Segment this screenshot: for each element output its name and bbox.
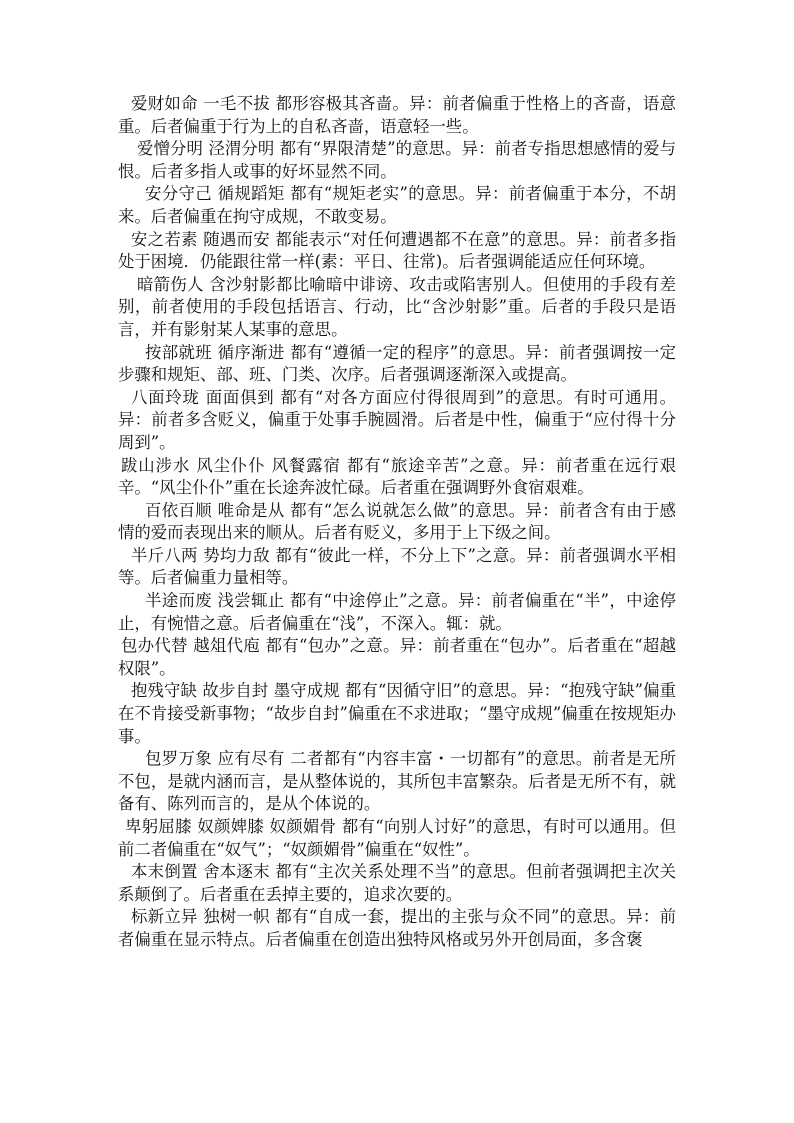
entry-ba-mian-ling-long: 八面玲珑 面面俱到 都有“对各方面应付得很周到”的意思。有时可通用。异：前者多含贬义，偏重于处事手腕圆滑。后者是中性，偏重于“应付得十分周到”。 bbox=[118, 387, 676, 452]
entry-bao-ban-dai-ti: 包办代替 越俎代庖 都有“包办”之意。异：前者重在“包办”。后者重在“超越权限”。 bbox=[118, 636, 676, 678]
entry-bai-yi-bai-shun: 百依百顺 唯命是从 都有“怎么说就怎么做”的意思。异：前者含有由于感情的爱而表现出来的顺从。后者有贬义，多用于上下级之间。 bbox=[118, 500, 676, 543]
entry-bei-gong-qu-xi: 卑躬屈膝 奴颜婢膝 奴颜媚骨 都有“向别人讨好”的意思，有时可以通用。但前二者偏重在“奴气”；“奴颜媚骨”偏重在“奴性”。 bbox=[118, 817, 676, 859]
entry-ai-zeng-fen-ming: 爱憎分明 泾渭分明 都有“界限清楚”的意思。异：前者专指思想感情的爱与恨。后者多指人或事的好坏显然不同。 bbox=[118, 139, 676, 181]
entry-biao-xin-li-yi: 标新立异 独树一帜 都有“自成一套，提出的主张与众不同”的意思。异：前者偏重在显示特点。后者偏重在创造出独特风格或另外开创局面，多含褒 bbox=[118, 907, 676, 949]
entry-ben-mo-dao-zhi: 本末倒置 舍本逐末 都有“主次关系处理不当”的意思。但前者强调把主次关系颠倒了。后者重在丢掉主要的，追求次要的。 bbox=[118, 862, 676, 904]
document-body bbox=[118, 93, 676, 952]
entry-ba-shan-she-shui: 跋山涉水 风尘仆仆 风餐露宿 都有“旅途辛苦”之意。异：前者重在远行艰辛。“风尘仆仆”重在长途奔波忙碌。后者重在强调野外食宿艰难。 bbox=[118, 455, 676, 498]
entry-ban-jin-ba-liang: 半斤八两 势均力敌 都有“彼此一样，不分上下”之意。异：前者强调水平相等。后者偏重力量相等。 bbox=[118, 545, 676, 588]
entry-bao-can-shou-que: 抱残守缺 故步自封 墨守成规 都有“因循守旧”的意思。异：“抱残守缺”偏重在不肯接受新事物；“故步自封”偏重在不求进取；“墨守成规”偏重在按规矩办事。 bbox=[118, 681, 677, 746]
entry-an-jian-shang-ren: 暗箭伤人 含沙射影都比喻暗中诽谤、攻击或陷害别人。但使用的手段有差别，前者使用的手段包括语言、行动，比“含沙射影”重。后者的手段只是语言，并有影射某人某事的意思。 bbox=[118, 274, 676, 339]
entry-bao-luo-wan-xiang: 包罗万象 应有尽有 二者都有“内容丰富・一切都有”的意思。前者是无所不包，是就内涵而言，是从整体说的，其所包丰富繁杂。后者是无所不有，就备有、陈列而言的，是从个体说的。 bbox=[118, 749, 676, 814]
entry-ban-tu-er-fei: 半途而废 浅尝辄止 都有“中途停止”之意。异：前者偏重在“半”，中途停止，有惋惜之意。后者偏重在“浅”，不深入。辄：就。 bbox=[118, 591, 676, 633]
entry-an-fen-shou-ji: 安分守己 循规蹈矩 都有“规矩老实”的意思。异：前者偏重于本分，不胡来。后者偏重在拘守成规，不敢变易。 bbox=[118, 184, 676, 226]
entry-an-bu-jiu-ban: 按部就班 循序渐进 都有“遵循一定的程序”的意思。异：前者强调按一定步骤和规矩、部、班、门类、次序。后者强调逐渐深入或提高。 bbox=[118, 342, 676, 385]
entry-an-zhi-ruo-su: 安之若素 随遇而安 都能表示“对任何遭遇都不在意”的意思。异：前者多指处于困境．仍能跟往常一样(素：平日、往常)。后者强调能适应任何环境。 bbox=[118, 229, 676, 272]
entry-ai-cai-ru-ming: 爱财如命 一毛不拔 都形容极其吝啬。异：前者偏重于性格上的吝啬，语意重。后者偏重于行为上的自私吝啬，语意轻一些。 bbox=[118, 94, 676, 136]
